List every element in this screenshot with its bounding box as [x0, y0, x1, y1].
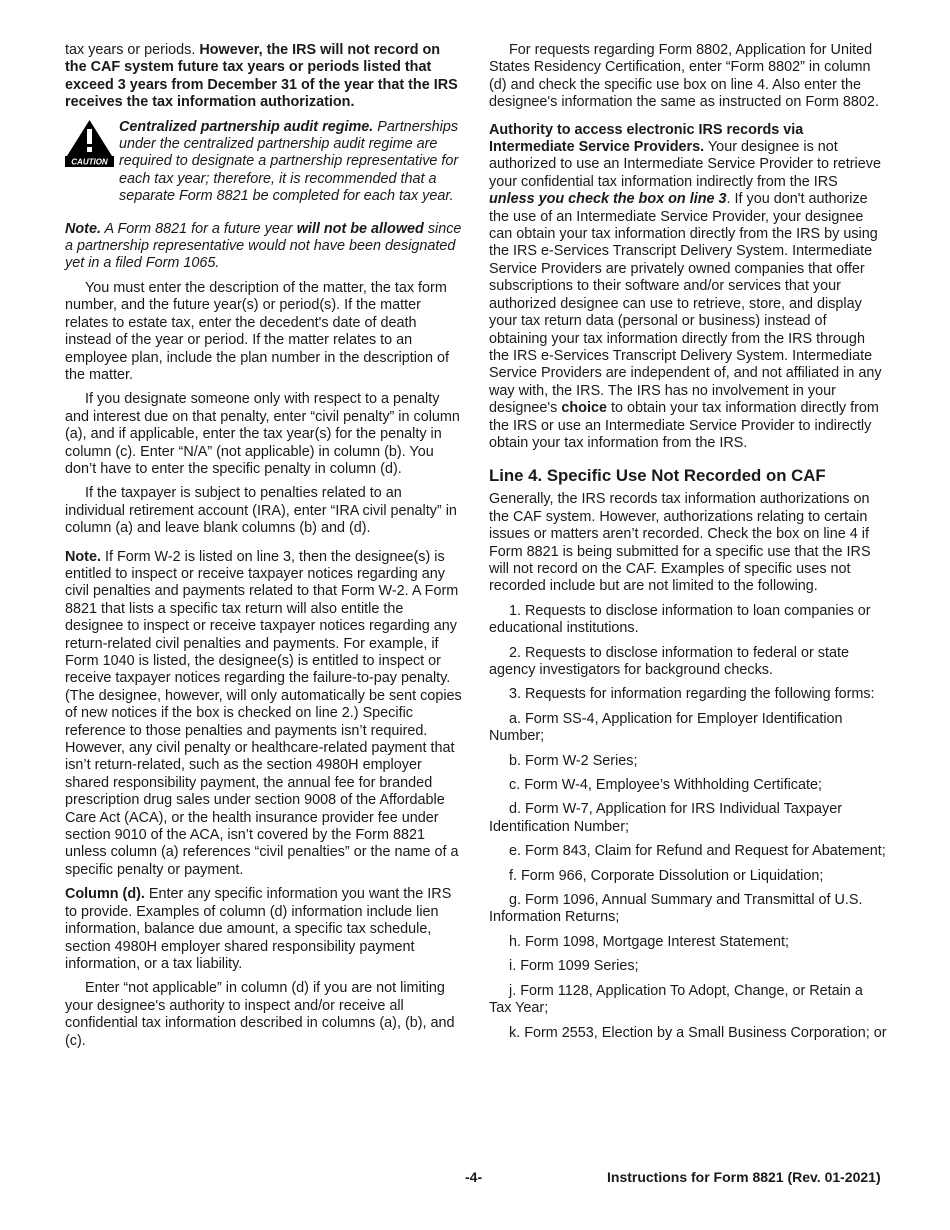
right-column: [489, 42, 887, 1049]
left-column: [65, 42, 463, 1057]
caution-icon: [65, 119, 114, 167]
paragraph-not-applicable: Enter “not applicable” in column (d) if you are not limiting your designee's authority to inspect and/or receive all confidential tax information described in columns (a), (b), and (c).: [65, 980, 455, 1049]
caution-icon-label: CAUTION: [71, 157, 108, 167]
paragraph-line-4: Generally, the IRS records tax information authorizations on the CAF system. However, authorizations relating to certain issues or matters aren’t recorded. Check the box on line 4 if Form 8821 is being submitted for a specific use that the IRS will not record on the CAF. Examples of specific uses not recorded include but are not limited to the following.: [489, 491, 871, 595]
paragraph-intermediate-providers: Authority to access electronic IRS records via Intermediate Service Providers. Your designee is not authorized to use an Intermediate Service Provider to retrieve your confidential tax information indirectly from the IRS unless you check the box on line 3. If you don't authorize the use of an Intermediate Service Provider, your designee can obtain your tax information directly from the IRS by using the IRS e-Services Transcript Delivery System. Intermediate Service Providers are privately owned companies that offer subscriptions to their software and/or services that your authorized designee can use to retrieve, store, and display your tax return data (personal or business) instead of obtaining your tax information directly from the IRS through the IRS e-Services Transcript Delivery System. Intermediate Service Providers are independent of, and not affiliated in any way with, the IRS. The IRS has no involvement in your designee's choice to obtain your tax information directly from the IRS or use an Intermediate Service Provider to indirectly obtain your tax information from the IRS.: [489, 121, 882, 451]
caution-title: Centralized partnership audit regime.: [119, 118, 374, 135]
paragraph-civil-penalty: If you designate someone only with respect to a penalty and interest due on that penalty, enter “civil penalty” in column (a), and if applicable, enter the tax year(s) for the penalty in column (c). Enter “N/A” (not applicable) in column (b). You don’t have to enter the specific penalty in column (d).: [65, 391, 460, 477]
paragraph-tax-years: tax years or periods. However, the IRS will not record on the CAF system future tax years or periods listed that exceed 3 years from December 31 of the year that the IRS receives the tax information authorization.: [65, 42, 458, 111]
list-item: b. Form W-2 Series;: [509, 752, 638, 769]
section-heading-line-4: Line 4. Specific Use Not Recorded on CAF: [489, 466, 826, 486]
note-form-w2: Note. If Form W-2 is listed on line 3, then the designee(s) is entitled to inspect or receive taxpayer notices regarding any civil penalties and payments related to that Form W-2. A Form 8821 that lists a specific tax return will also entitle the designee to inspect or receive taxpayer notices regarding any return-related civil penalties and payments. For example, if Form 1040 is listed, the designee(s) is entitled to inspect or receive taxpayer notices regarding the failure-to-pay penalty. (The designee, however, will only automatically be sent copies of new notices if the box is checked on line 2.) Specific reference to those penalties and payments isn’t required. However, any civil penalty or healthcare-related payment that isn’t return-related, such as the section 4980H employer shared responsibility payment, the annual fee for branded prescription drug sales under section 9008 of the Affordable Care Act (ACA), or the health insurance provider fee under section 9010 of the ACA, isn’t covered by the Form 8821 unless column (a) references “civil penalties” or the name of a specific penalty or payment.: [65, 548, 462, 878]
caution-block: [65, 119, 463, 206]
list-item: d. Form W-7, Application for IRS Individual Taxpayer Identification Number;: [489, 801, 842, 835]
list-item: a. Form SS-4, Application for Employer Identification Number;: [489, 710, 843, 745]
list-item: e. Form 843, Claim for Refund and Request for Abatement;: [509, 843, 886, 860]
list-item: k. Form 2553, Election by a Small Business Corporation; or: [509, 1024, 887, 1041]
list-item: i. Form 1099 Series;: [509, 958, 639, 975]
list-item: f. Form 966, Corporate Dissolution or Liquidation;: [509, 867, 824, 884]
page-number: -4-: [465, 1169, 483, 1185]
paragraph-description: You must enter the description of the matter, the tax form number, and the future year(s) or period(s). If the matter relates to estate tax, enter the decedent's date of death instead of the year or period. If the matter relates to an employee plan, include the plan number in the description of the matter.: [65, 279, 449, 383]
paragraph-column-d: Column (d). Enter any specific information you want the IRS to provide. Examples of column (d) information include lien information, balance due amount, a specific tax schedule, section 4980H employer shared responsibility payment information, or a tax liability.: [65, 886, 452, 972]
paragraph-ira: If the taxpayer is subject to penalties related to an individual retirement account (IRA), enter “IRA civil penalty” in column (a) and leave blank columns (b) and (d).: [65, 485, 457, 537]
note-future-year: Note. A Form 8821 for a future year will not be allowed since a partnership representative would not have been designated yet in a filed Form 1065.: [65, 220, 462, 272]
list-item: g. Form 1096, Annual Summary and Transmittal of U.S. Information Returns;: [489, 892, 863, 926]
caution-text: Partnerships under the centralized partnership audit regime are required to designate a partnership representative for each tax year; therefore, it is recommended that a separate Form 8821 be completed for each tax year.: [119, 118, 459, 205]
list-item: 3. Requests for information regarding the following forms:: [509, 686, 875, 703]
specific-use-list: [489, 603, 887, 1042]
footer-title: Instructions for Form 8821 (Rev. 01-2021): [607, 1169, 881, 1185]
list-item: 2. Requests to disclose information to federal or state agency investigators for background checks.: [489, 644, 849, 678]
list-item: c. Form W-4, Employee’s Withholding Certificate;: [509, 777, 822, 794]
list-item: h. Form 1098, Mortgage Interest Statement;: [509, 933, 789, 950]
list-item: 1. Requests to disclose information to loan companies or educational institutions.: [489, 602, 871, 637]
paragraph-form-8802: For requests regarding Form 8802, Application for United States Residency Certification, enter “Form 8802” in column (d) and check the specific use box on line 4. Also enter the designee's information the same as instructed on Form 8802.: [489, 42, 879, 111]
list-item: j. Form 1128, Application To Adopt, Change, or Retain a Tax Year;: [489, 982, 863, 1017]
